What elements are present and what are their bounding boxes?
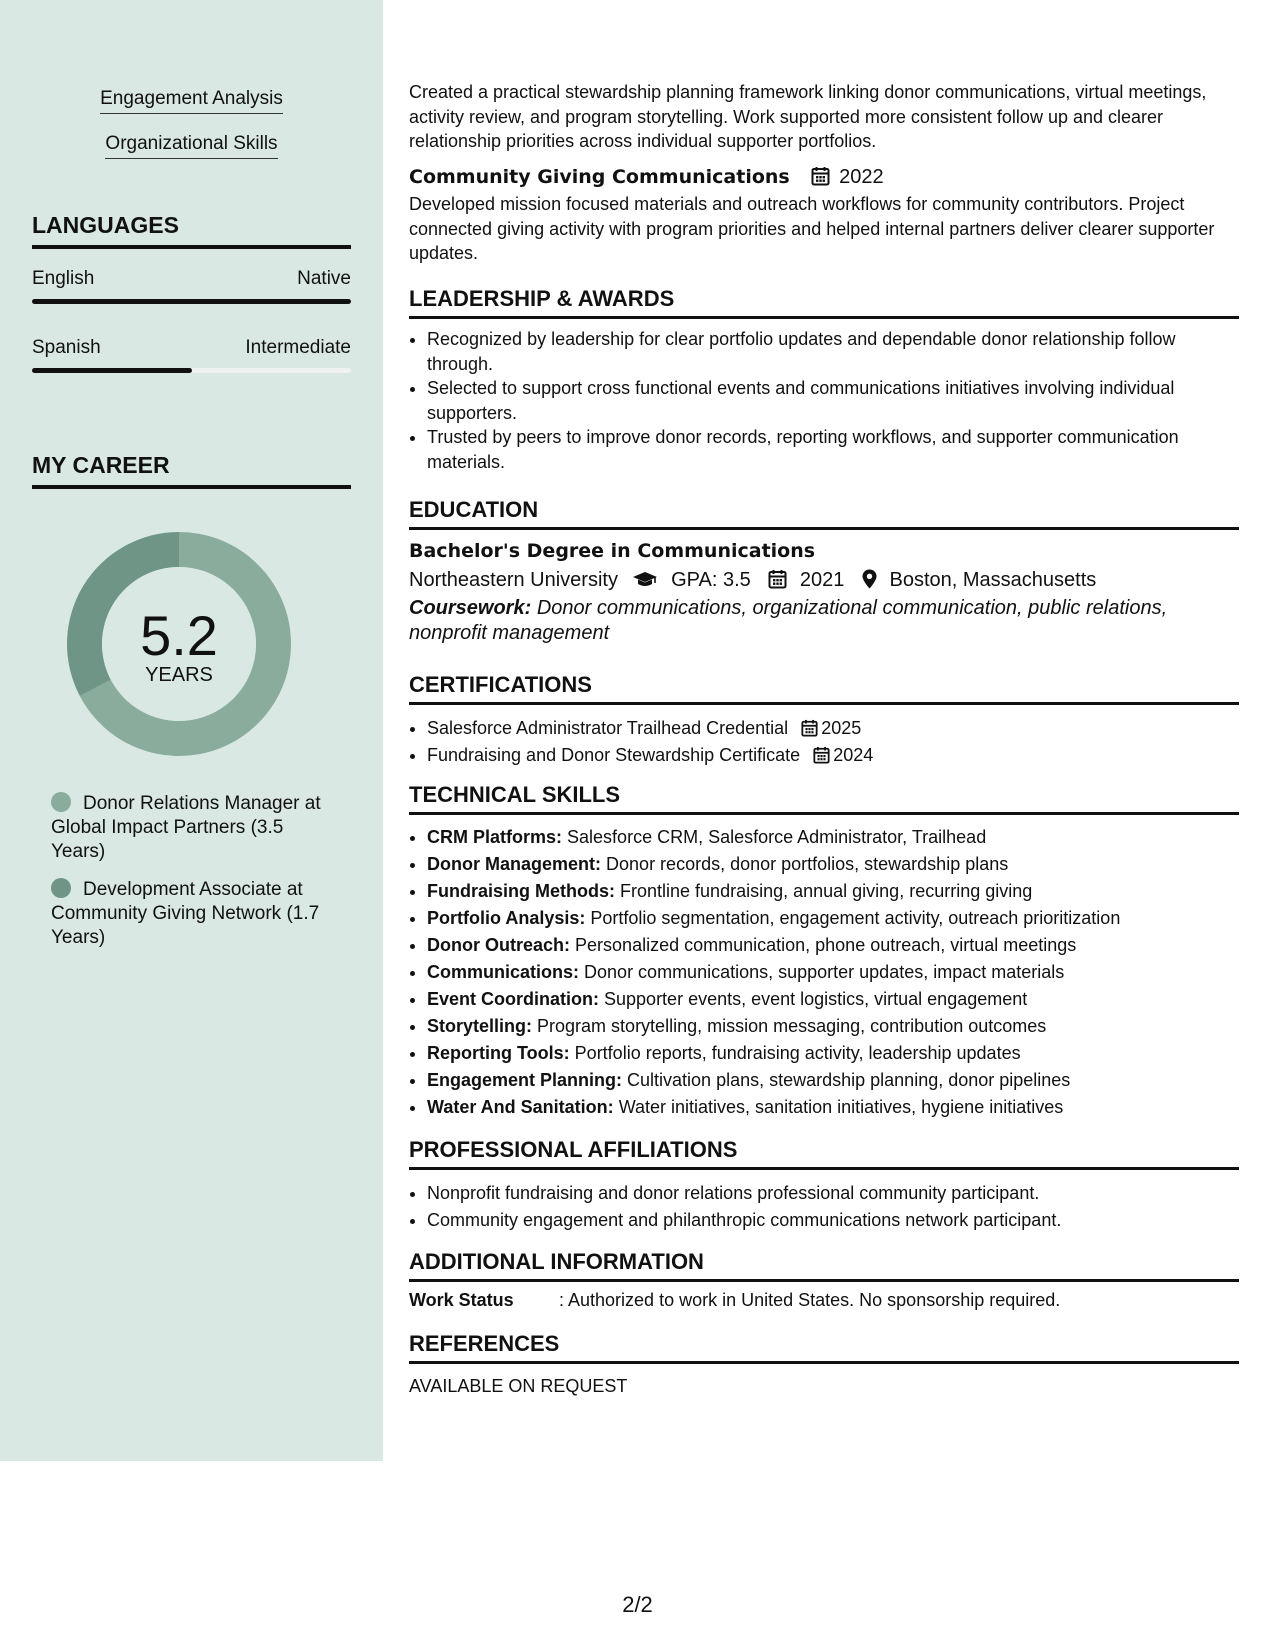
- skill-category: Water And Sanitation:: [427, 1097, 614, 1117]
- skill-list-item: [427, 1013, 1239, 1040]
- language-level: Native: [297, 268, 351, 289]
- skill-values: Donor communications, supporter updates, impact materials: [584, 962, 1065, 982]
- skill-list-item: [427, 824, 1239, 851]
- skill-values: Donor records, donor portfolios, stewardship plans: [606, 854, 1009, 874]
- list-item: • Fundraising and Donor Stewardship Certificate 2024: [427, 742, 1239, 769]
- skill-category: Event Coordination:: [427, 989, 599, 1009]
- coursework: [409, 596, 1239, 646]
- skill-list-item: [427, 932, 1239, 959]
- skill-list-item: [427, 986, 1239, 1013]
- graduation-cap-icon: [632, 571, 658, 589]
- calendar-icon: [801, 719, 818, 737]
- additional-info-heading: ADDITIONAL INFORMATION: [409, 1249, 1239, 1282]
- degree-title: Bachelor's Degree in Communications: [409, 540, 816, 562]
- coursework-text: Donor communications, organizational communication, public relations, nonprofit management: [409, 597, 1168, 644]
- gpa: GPA: 3.5: [671, 569, 751, 591]
- skill-category: Engagement Planning:: [427, 1070, 623, 1090]
- skill-list-item: [427, 878, 1239, 905]
- certifications-list: [409, 715, 1239, 769]
- school-name: Northeastern University: [409, 569, 618, 591]
- location-pin-icon: [862, 569, 877, 589]
- skill-values: Program storytelling, mission messaging, contribution outcomes: [537, 1016, 1047, 1036]
- work-status-row: [409, 1290, 1239, 1311]
- certifications-heading: CERTIFICATIONS: [409, 672, 1239, 705]
- leadership-heading: LEADERSHIP & AWARDS: [409, 286, 1239, 319]
- career-legend-dot: [51, 792, 71, 812]
- skill-values: Salesforce CRM, Salesforce Administrator, Trailhead: [567, 827, 987, 847]
- education-entry: [409, 540, 1239, 646]
- career-heading: MY CAREER: [32, 452, 351, 489]
- skill-list-item: [427, 1067, 1239, 1094]
- skill-list-item: [427, 1094, 1239, 1121]
- language-level: Intermediate: [245, 337, 351, 358]
- project-year: 2022: [839, 166, 884, 188]
- work-status-label: Work Status: [409, 1290, 514, 1310]
- career-years-unit: YEARS: [145, 664, 213, 686]
- calendar-icon: [811, 166, 830, 186]
- calendar-icon: [768, 569, 787, 589]
- skill-list-item: [427, 1040, 1239, 1067]
- skill-category: Fundraising Methods:: [427, 881, 615, 901]
- language-level-fill: [32, 368, 192, 373]
- language-row: [32, 337, 351, 359]
- project-desc: Developed mission focused materials and outreach workflows for community contributors. Project connected giving activity with program priorities and helped internal partners deliver clearer supporter updates.: [409, 194, 1215, 263]
- language-level-bar: [32, 299, 351, 304]
- skill-list-item: [427, 959, 1239, 986]
- list-item: • Salesforce Administrator Trailhead Credential 2025: [427, 715, 1239, 742]
- language-level-bar: [32, 368, 351, 373]
- education-heading: EDUCATION: [409, 497, 1239, 530]
- skill-values: Personalized communication, phone outreach, virtual meetings: [575, 935, 1077, 955]
- skill-values: Portfolio reports, fundraising activity, leadership updates: [574, 1043, 1021, 1063]
- language-name: English: [32, 268, 95, 289]
- skill-values: Frontline fundraising, annual giving, recurring giving: [620, 881, 1033, 901]
- references-heading: REFERENCES: [409, 1331, 1239, 1364]
- skill-list-item: [427, 905, 1239, 932]
- page-number: 2/2: [622, 1592, 653, 1617]
- project-title: Community Giving Communications: [409, 166, 790, 188]
- list-item: • Selected to support cross functional events and communications initiatives involving individual supporters.: [427, 376, 1239, 425]
- languages-heading: LANGUAGES: [32, 212, 351, 249]
- affiliations-heading: PROFESSIONAL AFFILIATIONS: [409, 1137, 1239, 1170]
- skill-values: Portfolio segmentation, engagement activity, outreach prioritization: [590, 908, 1121, 928]
- skill-category: Storytelling:: [427, 1016, 533, 1036]
- language-level-fill: [32, 299, 351, 304]
- graduation-year: 2021: [799, 569, 845, 591]
- references-text: AVAILABLE ON REQUEST: [409, 1376, 628, 1396]
- skill-category: Communications:: [427, 962, 580, 982]
- list-item: • Community engagement and philanthropic communications network participant.: [427, 1207, 1239, 1234]
- project-entry: [409, 166, 1239, 266]
- sidebar: [0, 0, 383, 1461]
- skill-values: Cultivation plans, stewardship planning, donor pipelines: [627, 1070, 1071, 1090]
- skill-category: Reporting Tools:: [427, 1043, 570, 1063]
- list-item: • Nonprofit fundraising and donor relations professional community participant.: [427, 1180, 1239, 1207]
- career-donut-chart: [66, 531, 292, 757]
- career-item: Donor Relations Manager at Global Impact Partners (3.5 Years): [51, 793, 321, 862]
- skill-item: Engagement Analysis: [0, 88, 383, 114]
- career-legend-dot: [51, 878, 71, 898]
- skill-category: Donor Management:: [427, 854, 602, 874]
- technical-skills-heading: TECHNICAL SKILLS: [409, 782, 1239, 815]
- skill-list-item: [427, 851, 1239, 878]
- career-total-years: 5.2: [140, 604, 218, 667]
- skill-category: Portfolio Analysis:: [427, 908, 586, 928]
- school-location: Boston, Massachusetts: [889, 569, 1097, 591]
- language-row: [32, 268, 351, 290]
- skill-values: Water initiatives, sanitation initiatives, hygiene initiatives: [618, 1097, 1064, 1117]
- skill-category: CRM Platforms:: [427, 827, 563, 847]
- list-item: • Recognized by leadership for clear portfolio updates and dependable donor relationship follow through.: [427, 327, 1239, 376]
- work-status-value: : Authorized to work in United States. No sponsorship required.: [559, 1290, 1061, 1310]
- leadership-list: [409, 327, 1239, 474]
- coursework-label: Coursework:: [409, 597, 532, 619]
- education-details: [409, 566, 1239, 594]
- skill-values: Supporter events, event logistics, virtual engagement: [604, 989, 1028, 1009]
- technical-skills-list: [409, 824, 1239, 1121]
- list-item: • Trusted by peers to improve donor records, reporting workflows, and supporter communication materials.: [427, 425, 1239, 474]
- skill-category: Donor Outreach:: [427, 935, 571, 955]
- affiliations-list: [409, 1180, 1239, 1234]
- skill-item: Organizational Skills: [0, 133, 383, 159]
- career-item: Development Associate at Community Giving Network (1.7 Years): [51, 879, 320, 948]
- calendar-icon: [813, 746, 830, 764]
- language-name: Spanish: [32, 337, 101, 358]
- project-description: Created a practical stewardship planning framework linking donor communications, virtual meetings, activity review, and program storytelling. Work supported more consistent follow up and clearer relationship priorities across individual supporter portfolios.: [409, 82, 1207, 151]
